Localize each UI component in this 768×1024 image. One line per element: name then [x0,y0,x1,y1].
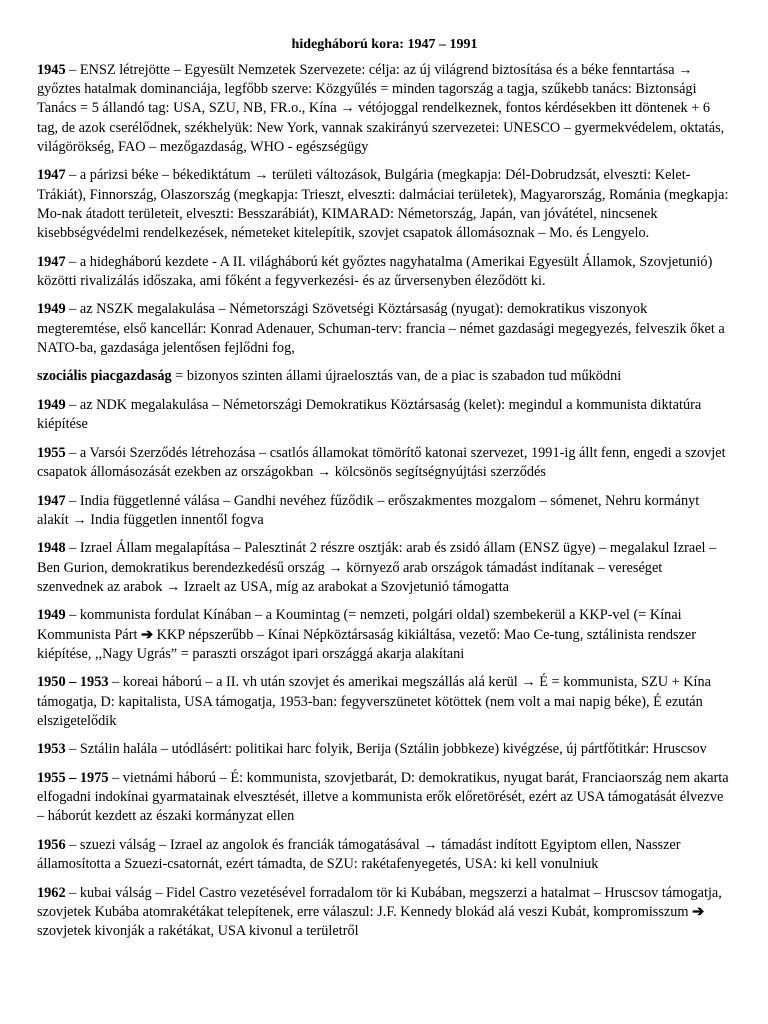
timeline-entry [37,444,732,482]
entry-text: – kubai válság – Fidel Castro vezetésével forradalom tör ki Kubában, megszerzi a hatalmat – Hruscsov támogatja, szovjetek Kubába atomrakétákat telepítenek, erre válaszul: J.F. Kennedy blokád alá veszi Kubát, kompromisszum [37,884,722,920]
entry-text: É = kommunista, SZU + Kína támogatja, D: kapitalista, USA támogatja, 1953-ban: fegyverszünetet kötöttek (nem volt a mai napig béke), É ezután elszigetelődik [37,674,712,729]
arrow-right-icon: → [521,674,536,691]
entry-date: 1962 [37,884,66,901]
arrow-right-icon: → [166,578,181,595]
entry-text: támadást indított Egyiptom ellen, Nasszer államosította a Szuezi-csatornát, ezért támadta, de SZU: rakétafenyegetés, USA: ki kell vonulniuk [37,836,681,873]
entry-date: 1949 [37,607,66,624]
entry-date: 1955 – 1975 [37,769,109,786]
timeline-entry [37,606,732,664]
entry-text: – kommunista fordulat Kínában – a Koumintag (= nemzeti, polgári oldal) szembekerül a KKP-vel (= Kínai Kommunista Párt [37,607,682,643]
arrow-right-icon: → [423,836,438,853]
entry-date: szociális piacgazdaság [37,368,172,385]
entry-date: 1947 [37,492,66,509]
entry-text: környező arab országok támadást indítanak – vereséget szenvednek az arabok [37,559,663,595]
entry-date: 1953 [37,741,66,758]
entry-text: Izraelt az USA, míg az arabokat a Szovjetunió támogatta [180,578,510,595]
entry-text: – szuezi válság – Izrael az angolok és franciák támogatásával [65,836,424,853]
timeline-entry [37,884,732,942]
entry-list [37,61,732,941]
entry-text: – Sztálin halála – utódlásért: politikai harc folyik, Berija (Sztálin jobbkeze) kivégzése, új pártfőtitkár: Hruscsov [65,741,707,758]
entry-text: – India függetlenné válása – Gandhi nevéhez fűződik – erőszakmentes mozgalom – sómenet, Nehru kormányt alakít [37,492,700,528]
entry-text: – koreai háború – a II. vh után szovjet és amerikai megszállás alá kerül [108,674,522,691]
entry-text: győztes hatalmak dominanciája, legfőbb szerve: Közgyűlés = minden tagország a tagja, szűkebb tanács: Biztonsági Tanács = 5 állandó tag: USA, SZU, NB, FR.o., Kína [37,81,697,117]
entry-text: – a hidegháború kezdete - A II. világháború két győztes nagyhatalma (Amerikai Egyesült Államok, Szovjetunió) közötti rivalizálás időszaka, ami főként a fegyverkezési- és az űrversenyben éleződött ki. [37,253,713,289]
entry-text: – az NSZK megalakulása – Németországi Szövetségi Köztársaság (nyugat): demokratikus viszonyok megteremtése, első kancellár: Konrad Adenauer, Schuman-terv: francia – német gazdasági megegyezés, felveszik őket a NATO-ba, gazdasága jelentősen fejlődni fog, [37,301,725,356]
timeline-entry [37,673,732,731]
entry-text: – ENSZ létrejötte – Egyesült Nemzetek Szervezete: célja: az új világrend biztosítása és a béke fenntartása [65,62,679,78]
entry-date: 1956 [37,836,66,853]
entry-text: szovjetek kivonják a rakétákat, USA kivonul a területről [37,923,359,940]
timeline-entry [37,367,732,386]
arrow-right-icon: → [328,559,343,576]
entry-text: – vietnámi háború – É: kommunista, szovjetbarát, D: demokratikus, nyugat barát, Franciaország nem akarta elfogadni indokínai gyarmatainak elvesztését, illetve a kommunista erők előretörését, ezért az USA támogatását élvezve – háborút kezdett az északi kormányzat ellen [37,769,729,825]
arrow-right-icon: ➔ [692,903,705,920]
entry-text: – Izrael Állam megalapítása – Palesztinát 2 részre osztják: arab és zsidó állam (ENSZ ügye) – megalakul Izrael – Ben Gurion, demokratikus berendezkedésű ország [37,540,717,576]
document-title: hidegháború kora: 1947 – 1991 [291,37,478,52]
entry-text: – az NDK megalakulása – Németországi Demokratikus Köztársaság (kelet): megindul a kommunista diktatúra kiépítése [37,397,702,433]
entry-text: – a Varsói Szerződés létrehozása – csatlós államokat tömörítő katonai szervezet, 1991-ig állt fenn, engedi a szovjet csapatok állomásozását ezekben az országokban [37,444,726,480]
entry-date: 1950 – 1953 [37,674,109,691]
entry-date: 1947 [37,167,66,184]
entry-date: 1949 [37,397,66,413]
entry-date: 1947 [37,253,66,270]
timeline-entry [37,300,732,358]
entry-text: vétójoggal rendelkeznek, fontos kérdésekben itt döntenek + 6 tag, de azok cserélődnek, székhelyük: New York, vannak szakirányú szervezetei: UNESCO – gyermekvédelem, oktatás, világörökség, FAO – mezőgazdaság, WHO - egészségügy [37,100,725,155]
entry-text: KKP népszerűbb – Kínai Népköztársaság kikiáltása, vezető: Mao Ce-tung, sztálinista rendszer kiépítése, ,,Nagy Ugrás” = paraszti országot ipari országgá akarja alakítani [37,626,697,662]
timeline-entry [37,740,732,759]
arrow-right-icon: → [254,167,269,184]
arrow-right-icon: → [72,511,87,528]
entry-text: India független innentől fogva [86,511,264,528]
entry-text: területi változások, Bulgária (megkapja: Dél-Dobrudzsát, elveszti: Kelet-Trákiát), Finnország, Olaszország (megkapja: Trieszt, elveszti: dalmáciai területek), Magyarország, Románia (megkapja: Mo-nak átadott területeit, elveszti: Besszarábiát), KIMARAD: Németország, Japán, van jóvátétel, nincsenek kisebbségvédelmi rendelkezések, németeket kitelepítik, szovjet csapatok állomásoznak – Mo. és Lengyelo. [37,167,729,242]
entry-text: = bizonyos szinten állami újraelosztás van, de a piac is szabadon tud működni [171,368,622,385]
arrow-right-icon: → [316,464,332,480]
entry-text: – a párizsi béke – békediktátum [65,167,255,184]
timeline-entry [37,396,732,434]
entry-date: 1948 [37,540,66,557]
entry-date: 1955 [37,444,66,461]
arrow-right-icon: → [678,62,693,78]
timeline-entry [37,166,732,243]
arrow-right-icon: ➔ [141,626,154,643]
timeline-entry [37,539,732,597]
entry-date: 1949 [37,301,66,318]
timeline-entry [37,836,732,874]
arrow-right-icon: → [340,100,355,117]
timeline-entry [37,253,732,291]
timeline-entry [37,769,732,827]
entry-date: 1945 [37,62,66,78]
timeline-entry [37,61,732,157]
timeline-entry [37,492,732,530]
entry-text: kölcsönös segítségnyújtási szerződés [331,464,546,480]
